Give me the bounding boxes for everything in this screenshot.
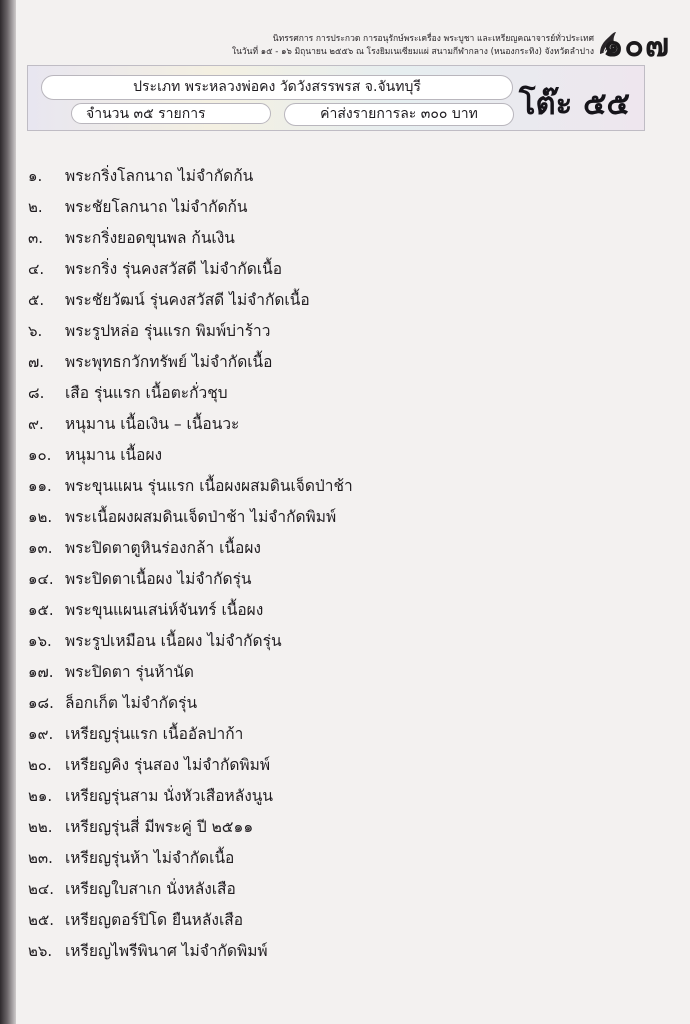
item-number: ๑๕.	[28, 601, 54, 619]
list-item	[0, 781, 690, 812]
list-item	[0, 533, 690, 564]
list-item	[0, 223, 690, 254]
item-text: หนุมาน เนื้อเงิน – เนื้อนวะ	[65, 415, 240, 433]
list-item	[0, 285, 690, 316]
item-text: พระเนื้อผงผสมดินเจ็ดป่าช้า ไม่จำกัดพิมพ์	[65, 508, 337, 526]
item-number: ๑๙.	[28, 725, 54, 743]
item-text: เหรียญรุ่นแรก เนื้ออัลปาก้า	[65, 725, 244, 743]
item-text: พระปิดตาเนื้อผง ไม่จำกัดรุ่น	[65, 570, 252, 588]
list-item	[0, 347, 690, 378]
item-text: พระขุนแผนเสน่ห์จันทร์ เนื้อผง	[65, 601, 264, 619]
list-item	[0, 409, 690, 440]
item-text: พระกริ่งโลกนาถ ไม่จำกัดก้น	[65, 167, 254, 185]
item-number: ๒๑.	[28, 787, 53, 805]
list-item	[0, 161, 690, 192]
item-text: เหรียญรุ่นห้า ไม่จำกัดเนื้อ	[65, 849, 235, 867]
item-text: เหรียญคิง รุ่นสอง ไม่จำกัดพิมพ์	[65, 756, 271, 774]
item-number: ๑๐.	[28, 446, 52, 464]
item-text: พระรูปเหมือน เนื้อผง ไม่จำกัดรุ่น	[65, 632, 282, 650]
item-number: ๑๓.	[28, 539, 53, 557]
list-item	[0, 192, 690, 223]
list-item	[0, 254, 690, 285]
item-number: ๒๒.	[28, 818, 53, 836]
item-text: พระปิดตาตูหินร่องกล้า เนื้อผง	[65, 539, 261, 557]
list-item	[0, 936, 690, 967]
list-item	[0, 750, 690, 781]
item-number: ๑๖.	[28, 632, 52, 650]
item-text: ล็อกเก็ต ไม่จำกัดรุ่น	[65, 694, 198, 712]
event-header	[232, 33, 594, 59]
item-number: ๑๔.	[28, 570, 54, 588]
item-number: ๙.	[28, 415, 44, 433]
item-count: จำนวน ๓๕ รายการ	[71, 103, 271, 124]
item-text: พระขุนแผน รุ่นแรก เนื้อผงผสมดินเจ็ดป่าช้า	[65, 477, 353, 495]
item-number: ๑๗.	[28, 663, 54, 681]
item-text: พระรูปหล่อ รุ่นแรก พิมพ์บ่าร้าว	[65, 322, 271, 340]
list-item	[0, 874, 690, 905]
event-date-venue: ในวันที่ ๑๕ - ๑๖ มิถุนายน ๒๕๕๖ ณ โรงยิมเนเซียมแผ่ สนามกีฬากลาง (หนองกระทิง) จังหวัดลำปาง	[231, 47, 594, 57]
item-number: ๒๐.	[28, 756, 52, 774]
item-text: เหรียญใบสาเก นั่งหลังเสือ	[65, 880, 236, 898]
category-title: ประเภท พระหลวงพ่อคง วัดวังสรรพรส จ.จันทบุรี	[41, 75, 513, 100]
item-number: ๒.	[28, 198, 43, 216]
item-text: เหรียญรุ่นสาม นั่งหัวเสือหลังนูน	[65, 787, 273, 805]
item-number: ๑๘.	[28, 694, 54, 712]
list-item	[0, 812, 690, 843]
list-item	[0, 440, 690, 471]
list-item	[0, 843, 690, 874]
item-number: ๘.	[28, 384, 45, 402]
item-text: พระชัยวัฒน์ รุ่นคงสวัสดี ไม่จำกัดเนื้อ	[65, 291, 310, 309]
item-number: ๓.	[28, 229, 44, 247]
item-text: หนุมาน เนื้อผง	[65, 446, 163, 464]
list-item	[0, 378, 690, 409]
item-number: ๒๔.	[28, 880, 55, 898]
item-number: ๕.	[28, 291, 45, 309]
item-text: เสือ รุ่นแรก เนื้อตะกั่วชุบ	[65, 384, 228, 402]
item-text: เหรียญตอร์ปิโด ยืนหลังเสือ	[65, 911, 244, 929]
item-text: พระพุทธกวักทรัพย์ ไม่จำกัดเนื้อ	[65, 353, 273, 371]
list-item	[0, 626, 690, 657]
entry-fee: ค่าส่งรายการละ ๓๐๐ บาท	[284, 103, 514, 126]
event-title: นิทรรศการ การประกวด การอนุรักษ์พระเครื่อง พระบูชา และเหรียญคณาจารย์ทั่วประเทศ	[272, 34, 594, 44]
item-text: พระปิดตา รุ่นห้านัด	[65, 663, 194, 681]
item-text: เหรียญรุ่นสี่ มีพระคู่ ปี ๒๕๑๑	[65, 818, 254, 836]
list-item	[0, 657, 690, 688]
item-number: ๑.	[28, 167, 43, 185]
list-item	[0, 564, 690, 595]
list-item	[0, 905, 690, 936]
item-text: พระกริ่ง รุ่นคงสวัสดี ไม่จำกัดเนื้อ	[65, 260, 282, 278]
page-number: ๑๐๗	[603, 26, 670, 64]
list-item	[0, 471, 690, 502]
item-number: ๒๕.	[28, 911, 55, 929]
item-number: ๑๒.	[28, 508, 53, 526]
item-number: ๑๑.	[28, 477, 52, 495]
amulet-list	[0, 161, 690, 967]
item-number: ๗.	[28, 353, 45, 371]
item-number: ๖.	[28, 322, 43, 340]
item-number: ๒๖.	[28, 942, 53, 960]
list-item	[0, 595, 690, 626]
list-item	[0, 688, 690, 719]
item-text: เหรียญไพรีพินาศ ไม่จำกัดพิมพ์	[65, 942, 268, 960]
item-number: ๒๓.	[28, 849, 53, 867]
list-item	[0, 316, 690, 347]
table-number: โต๊ะ ๕๕	[518, 86, 630, 122]
category-banner	[27, 65, 645, 131]
list-item	[0, 719, 690, 750]
list-item	[0, 502, 690, 533]
item-text: พระกริ่งยอดขุนพล ก้นเงิน	[65, 229, 235, 247]
item-number: ๔.	[28, 260, 45, 278]
item-text: พระชัยโลกนาถ ไม่จำกัดก้น	[65, 198, 248, 216]
